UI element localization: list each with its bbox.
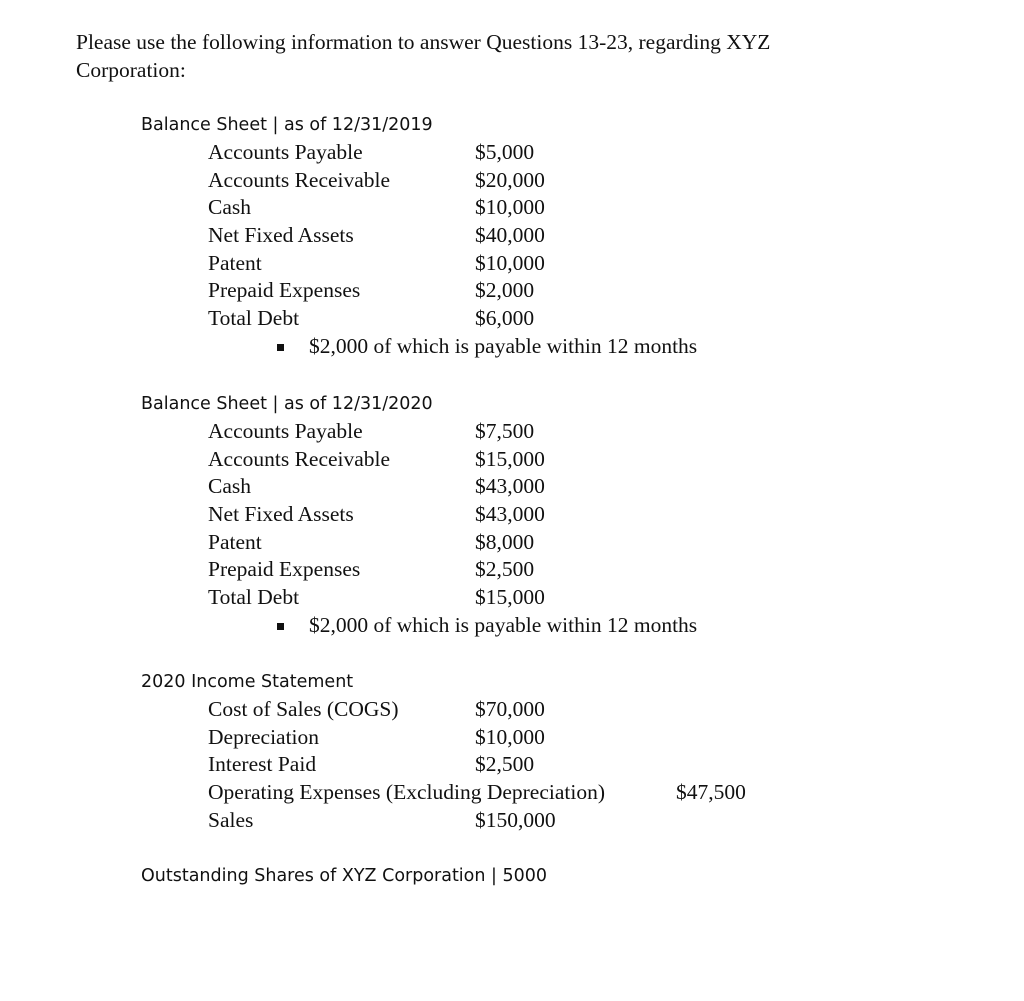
line-item-value: $6,000 (475, 306, 535, 331)
line-item-value: $150,000 (475, 807, 556, 832)
line-item-value: $15,000 (475, 446, 545, 471)
line-item-label: Total Debt (208, 585, 300, 610)
line-item-value: $15,000 (475, 585, 545, 610)
line-item-label: Accounts Payable (208, 140, 363, 164)
line-item-label: Accounts Payable (208, 419, 363, 443)
balance-sheet-2019-heading: Balance Sheet | as of 12/31/2019 (141, 115, 433, 135)
line-item-value: $8,000 (475, 529, 535, 554)
line-item-label: Accounts Receivable (208, 446, 391, 471)
line-item-label: Patent (208, 250, 262, 275)
bullet-icon (277, 344, 284, 351)
line-item-label: Prepaid Expenses (208, 557, 361, 582)
line-item-value: $2,500 (475, 557, 535, 582)
line-item-label: Cost of Sales (COGS) (208, 697, 399, 721)
bullet-icon (277, 623, 284, 630)
line-item-value: $70,000 (475, 697, 545, 721)
outstanding-shares: Outstanding Shares of XYZ Corporation | 5000 (141, 866, 548, 886)
line-item-value: $10,000 (475, 250, 545, 275)
debt-note-text: $2,000 of which is payable within 12 months (309, 333, 698, 358)
line-item-label: Depreciation (208, 724, 320, 749)
intro-line-2: Corporation: (76, 57, 186, 82)
line-item-value: $20,000 (475, 167, 545, 192)
line-item-label: Net Fixed Assets (208, 223, 354, 248)
line-item-value: $7,500 (475, 419, 535, 443)
debt-note-text: $2,000 of which is payable within 12 months (309, 612, 698, 637)
line-item-value: $10,000 (475, 724, 545, 749)
line-item-label: Prepaid Expenses (208, 278, 361, 303)
line-item-label: Sales (208, 807, 254, 832)
line-item-label: Net Fixed Assets (208, 502, 354, 527)
line-item-value: $47,500 (676, 780, 746, 805)
balance-sheet-2020-heading: Balance Sheet | as of 12/31/2020 (141, 394, 433, 414)
line-item-value: $5,000 (475, 140, 535, 164)
line-item-value: $2,500 (475, 752, 535, 777)
line-item-value: $40,000 (475, 223, 545, 248)
line-item-value: $2,000 (475, 278, 535, 303)
line-item-value: $43,000 (475, 502, 545, 527)
intro-line-1: Please use the following information to answer Questions 13-23, regarding XYZ (76, 30, 771, 54)
line-item-label: Total Debt (208, 306, 300, 331)
line-item-value: $43,000 (475, 474, 545, 499)
income-statement-heading: 2020 Income Statement (141, 672, 354, 692)
line-item-label: Accounts Receivable (208, 167, 391, 192)
line-item-label: Interest Paid (208, 752, 317, 777)
line-item-label: Cash (208, 195, 251, 220)
line-item-label: Patent (208, 529, 262, 554)
line-item-value: $10,000 (475, 195, 545, 220)
intro-paragraph (76, 29, 876, 84)
line-item-label: Operating Expenses (Excluding Depreciation) (208, 780, 606, 805)
line-item-label: Cash (208, 474, 251, 499)
